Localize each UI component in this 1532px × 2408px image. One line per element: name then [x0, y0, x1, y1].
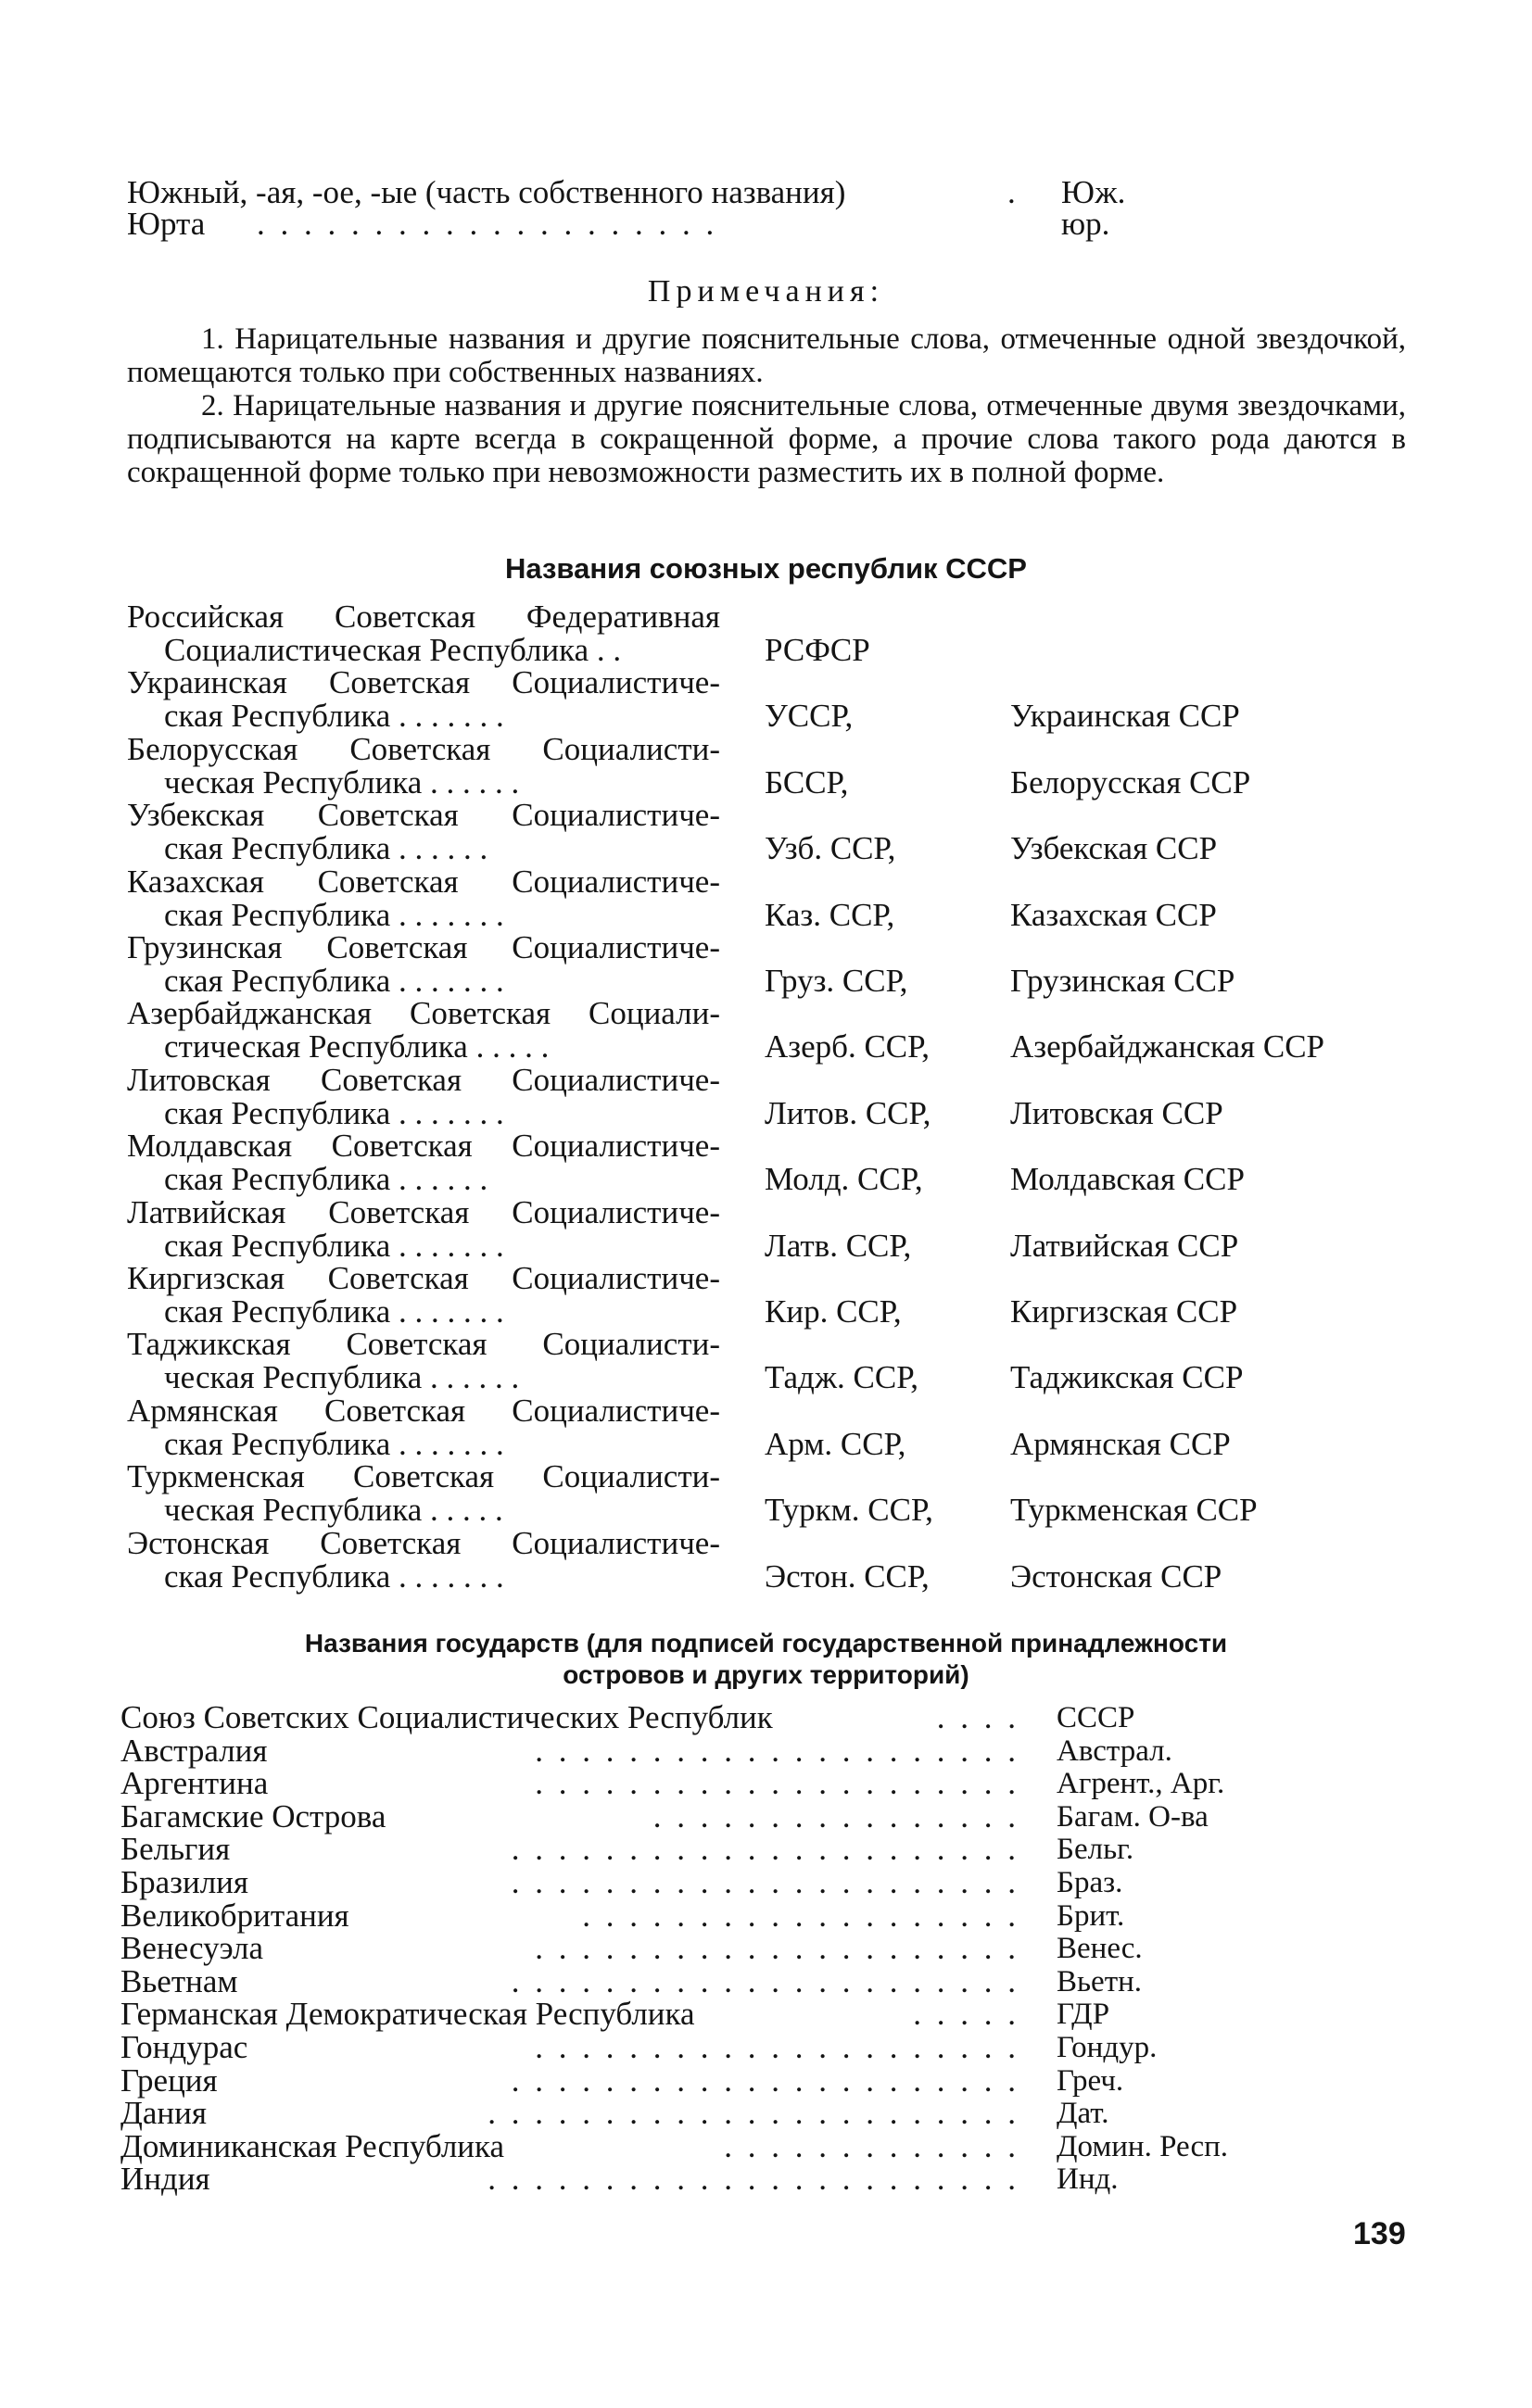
leader-dots: . . . . . . . . . . . . . . . . . . . — [582, 1897, 1019, 1934]
republic-name-line2: ская Республика . . . . . . . — [164, 1293, 504, 1330]
state-entry — [120, 2130, 504, 2163]
republic-name-line1: Белорусская Советская Социалисти- — [127, 731, 720, 767]
republic-short-name: Казахская ССР — [1010, 897, 1217, 933]
republic-short-name: Грузинская ССР — [1010, 963, 1235, 999]
republic-name-line2: ская Республика . . . . . . . — [164, 963, 504, 999]
republic-name-line1: Таджикская Советская Социалисти- — [127, 1326, 720, 1362]
state-entry — [120, 1734, 268, 1768]
entry-south — [127, 174, 1016, 210]
states-title-line2: островов и других территорий) — [563, 1660, 969, 1689]
republic-name-line2: стическая Республика . . . . . — [164, 1028, 550, 1065]
republic-abbr: УССР, — [765, 698, 854, 734]
state-entry — [120, 1833, 230, 1866]
republic-name-line1: Молдавская Советская Социалистиче- — [127, 1128, 720, 1164]
state-abbr: Инд. — [1057, 2162, 1119, 2196]
state-entry — [120, 2064, 218, 2098]
republic-name-line1: Азербайджанская Советская Социали- — [127, 995, 720, 1031]
leader-dots: . . . . . . . . . . . . . . . . . . . . . . . — [487, 2161, 1019, 2197]
state-entry — [120, 1767, 268, 1800]
republic-name-line2: ческая Республика . . . . . — [164, 1492, 503, 1528]
state-abbr: Домин. Респ. — [1057, 2130, 1229, 2163]
state-name: Союз Советских Социалистических Республик — [120, 1699, 773, 1735]
republic-full-name — [127, 1262, 720, 1329]
entry-abbr: Юж. — [1061, 174, 1126, 210]
republic-short-name: Азербайджанская ССР — [1010, 1028, 1325, 1065]
state-entry — [120, 1998, 695, 2031]
state-entry — [120, 1866, 248, 1899]
state-abbr: Гондур. — [1057, 2031, 1158, 2064]
republic-short-name: Киргизская ССР — [1010, 1293, 1238, 1330]
leader-dots: . . . . . . . . . . . . . . . . . . . . . . — [511, 1864, 1019, 1900]
state-abbr: Греч. — [1057, 2064, 1124, 2098]
republic-short-name: Эстонская ССР — [1010, 1558, 1222, 1595]
state-abbr: Дат. — [1057, 2097, 1109, 2130]
state-entry — [120, 2031, 247, 2064]
republic-abbr: Кир. ССР, — [765, 1293, 902, 1330]
state-name: Бразилия — [120, 1864, 248, 1900]
republics-title: Названия союзных республик СССР — [505, 552, 1027, 585]
republic-short-name: Узбекская ССР — [1010, 830, 1218, 866]
republic-short-name: Молдавская ССР — [1010, 1161, 1245, 1197]
state-entry — [120, 1932, 263, 1965]
leader-dots: . . . . . . . . . . . . . . . . . . . . . . — [511, 1963, 1019, 1999]
republic-full-name — [127, 1196, 720, 1263]
republic-short-name: Таджикская ССР — [1010, 1359, 1244, 1395]
leader-dots: . . . . — [936, 1699, 1019, 1735]
republic-abbr: Латв. ССР, — [765, 1228, 912, 1264]
entry-yurta — [127, 206, 718, 242]
leader-dots: . . . . . . . . . . . . . . . . . . . . . . . — [487, 2095, 1019, 2131]
republic-name-line2: ская Республика . . . . . . . — [164, 897, 504, 933]
republic-name-line2: ческая Республика . . . . . . — [164, 1359, 520, 1395]
republic-short-name: Армянская ССР — [1010, 1426, 1231, 1462]
leader-dots: . . . . . . . . . . . . . . . . — [652, 1798, 1019, 1834]
state-name: Доминиканская Республика — [120, 2128, 505, 2164]
state-name: Дания — [120, 2095, 207, 2131]
state-name: Великобритания — [120, 1897, 349, 1934]
leader-dots: . . . . . . . . . . . . . . . . . . . . . . — [511, 2062, 1019, 2099]
republic-name-line1: Российская Советская Федеративная — [127, 599, 720, 635]
entry-abbr: юр. — [1061, 206, 1110, 242]
republic-abbr: Туркм. ССР, — [765, 1492, 933, 1528]
note-1: 1. Нарицательные названия и другие пояснительные слова, отмеченные одной звездочкой, помещаются только при собственных названиях. — [127, 322, 1406, 389]
leader-dots: . . . . . . . . . . . . . . . . . . . . . — [535, 1930, 1019, 1966]
republic-name-line1: Литовская Советская Социалистиче- — [127, 1062, 720, 1098]
state-entry — [120, 1899, 349, 1933]
leader-dots: . . . . . . . . . . . . . . . . . . . . . — [535, 1733, 1019, 1769]
republic-name-line1: Украинская Советская Социалистиче- — [127, 664, 720, 700]
state-abbr: Австрал. — [1057, 1734, 1172, 1768]
republic-full-name — [127, 1527, 720, 1594]
republic-full-name — [127, 865, 720, 932]
republic-abbr: Литов. ССР, — [765, 1095, 931, 1131]
entry-term: Южный, -ая, -ое, -ые (часть собственного названия) — [127, 174, 846, 210]
states-title-line1: Названия государств (для подписей государственной принадлежности — [304, 1629, 1228, 1658]
state-name: Вьетнам — [120, 1963, 238, 1999]
notes-title: Примечания: — [647, 274, 885, 309]
republic-abbr: Азерб. ССР, — [765, 1028, 930, 1065]
republic-abbr: РСФСР — [765, 632, 870, 668]
state-abbr: Агрент., Арг. — [1057, 1767, 1225, 1800]
republic-full-name — [127, 600, 720, 667]
leader-dots: . — [1007, 174, 1016, 210]
republic-full-name — [127, 1129, 720, 1196]
state-entry — [120, 2097, 207, 2130]
republic-name-line1: Эстонская Советская Социалистиче- — [127, 1525, 720, 1561]
state-name: Венесуэла — [120, 1930, 263, 1966]
republic-name-line1: Латвийская Советская Социалистиче- — [127, 1194, 720, 1230]
republic-abbr: Узб. ССР, — [765, 830, 896, 866]
state-name: Аргентина — [120, 1765, 269, 1801]
republic-full-name — [127, 733, 720, 800]
republic-name-line2: ская Республика . . . . . . . — [164, 1095, 504, 1131]
leader-dots: . . . . . . . . . . . . . . . . . . . . — [257, 206, 718, 242]
republic-name-line1: Туркменская Советская Социалисти- — [127, 1458, 720, 1494]
republic-abbr: БССР, — [765, 764, 849, 801]
republic-full-name — [127, 799, 720, 865]
state-entry — [120, 1701, 773, 1734]
entry-term: Юрта — [127, 206, 206, 242]
leader-dots: . . . . . . . . . . . . . . . . . . . . . — [535, 1765, 1019, 1801]
republic-short-name: Украинская ССР — [1010, 698, 1240, 734]
republic-short-name: Латвийская ССР — [1010, 1228, 1239, 1264]
state-name: Австралия — [120, 1733, 268, 1769]
republic-full-name — [127, 931, 720, 998]
republic-abbr: Груз. ССР, — [765, 963, 908, 999]
republic-name-line1: Грузинская Советская Социалистиче- — [127, 929, 720, 965]
state-name: Германская Демократическая Республика — [120, 1996, 695, 2032]
state-abbr: ГДР — [1057, 1998, 1110, 2031]
page-number: 139 — [1353, 2216, 1406, 2251]
leader-dots: . . . . . . . . . . . . . — [724, 2128, 1019, 2164]
republic-name-line2: ская Республика . . . . . . . — [164, 1426, 504, 1462]
republic-full-name — [127, 997, 720, 1064]
republic-abbr: Арм. ССР, — [765, 1426, 906, 1462]
republic-short-name: Туркменская ССР — [1010, 1492, 1258, 1528]
state-abbr: Бельг. — [1057, 1833, 1134, 1866]
note-2: 2. Нарицательные названия и другие пояснительные слова, отмеченные двумя звездочками, подписываются на карте всегда в сокращенной форме, а прочие слова такого рода даются в сокращенной форме только при невозможности разместить их в полной форме. — [127, 389, 1406, 489]
state-name: Индия — [120, 2161, 210, 2197]
republic-name-line1: Узбекская Советская Социалистиче- — [127, 797, 720, 833]
republic-name-line2: ческая Республика . . . . . . — [164, 764, 520, 801]
state-name: Гондурас — [120, 2029, 248, 2065]
state-abbr: Вьетн. — [1057, 1965, 1143, 1998]
state-name: Греция — [120, 2062, 218, 2099]
republic-full-name — [127, 1328, 720, 1394]
republic-name-line1: Армянская Советская Социалистиче- — [127, 1393, 720, 1429]
state-abbr: Багам. О-ва — [1057, 1800, 1209, 1834]
republic-name-line1: Киргизская Советская Социалистиче- — [127, 1260, 720, 1296]
republic-abbr: Эстон. ССР, — [765, 1558, 930, 1595]
republic-full-name — [127, 1460, 720, 1527]
republic-name-line2: ская Республика . . . . . . . — [164, 698, 504, 734]
republic-short-name: Литовская ССР — [1010, 1095, 1223, 1131]
republic-full-name — [127, 1064, 720, 1130]
state-entry — [120, 1965, 238, 1998]
state-name: Багамские Острова — [120, 1798, 386, 1834]
state-abbr: Браз. — [1057, 1866, 1123, 1899]
republic-name-line1: Казахская Советская Социалистиче- — [127, 864, 720, 900]
leader-dots: . . . . . . . . . . . . . . . . . . . . . — [535, 2029, 1019, 2065]
state-abbr: Брит. — [1057, 1899, 1125, 1933]
republic-name-line2: ская Республика . . . . . . . — [164, 1228, 504, 1264]
leader-dots: . . . . . . . . . . . . . . . . . . . . . . — [511, 1831, 1019, 1867]
state-entry — [120, 2162, 210, 2196]
republic-short-name: Белорусская ССР — [1010, 764, 1251, 801]
republic-abbr: Тадж. ССР, — [765, 1359, 919, 1395]
leader-dots: . . . . . — [913, 1996, 1019, 2032]
republic-full-name — [127, 1394, 720, 1461]
republic-abbr: Каз. ССР, — [765, 897, 895, 933]
state-abbr: СССР — [1057, 1701, 1135, 1734]
republic-full-name — [127, 666, 720, 733]
republic-name-line2: ская Республика . . . . . . . — [164, 1558, 504, 1595]
state-name: Бельгия — [120, 1831, 231, 1867]
republic-name-line2: ская Республика . . . . . . — [164, 1161, 488, 1197]
republic-abbr: Молд. ССР, — [765, 1161, 923, 1197]
republic-name-line2: Социалистическая Республика . . — [164, 632, 622, 668]
state-abbr: Венес. — [1057, 1932, 1143, 1965]
republic-name-line2: ская Республика . . . . . . — [164, 830, 488, 866]
state-entry — [120, 1800, 386, 1834]
